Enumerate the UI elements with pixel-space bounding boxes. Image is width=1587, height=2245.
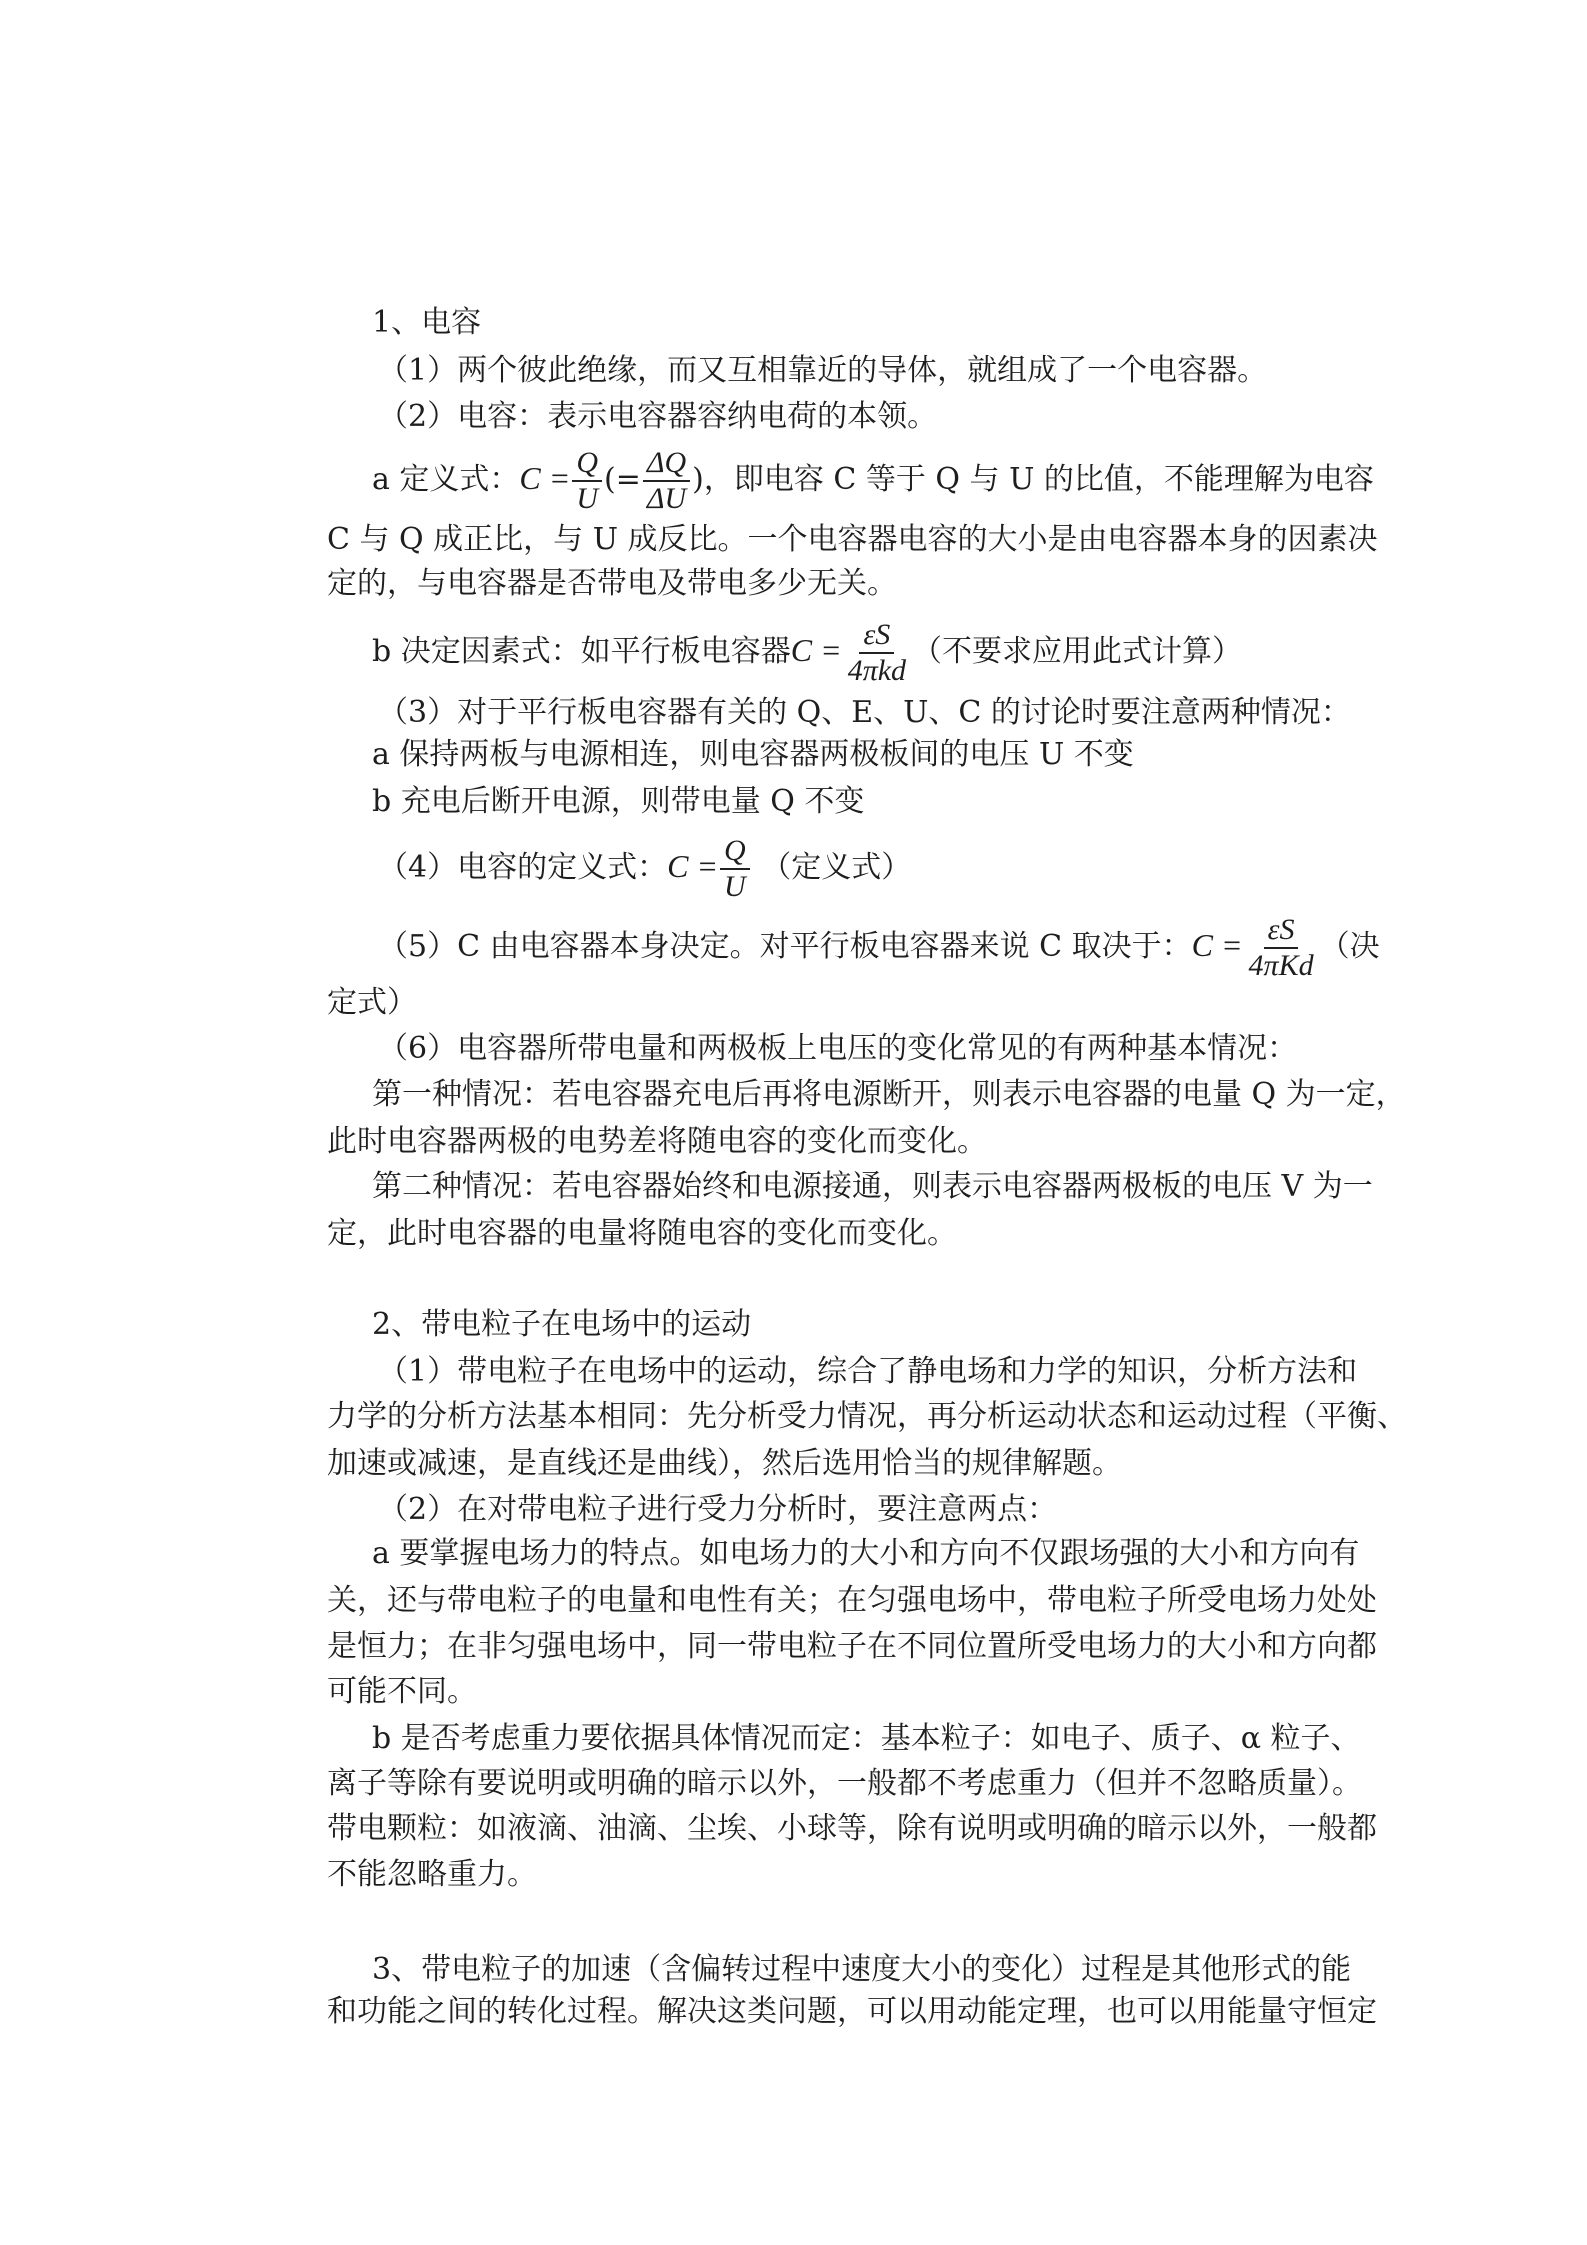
numerator: εS: [859, 618, 894, 654]
denominator: U: [576, 482, 599, 515]
numerator: Q: [572, 446, 602, 482]
s1-paragraph-1: （1）两个彼此绝缘，而又互相靠近的导体，就组成了一个电容器。: [378, 353, 1268, 388]
determining-formula-line: [372, 618, 1323, 688]
fraction-q-over-u: [720, 834, 750, 904]
label: （4）电容的定义式：: [378, 850, 668, 885]
formula-lhs: C =: [790, 632, 842, 668]
label: a 定义式：: [372, 462, 520, 497]
definition-formula-line: [372, 446, 1374, 516]
numerator: ΔQ: [643, 446, 690, 482]
fraction-q-over-u: [572, 446, 602, 516]
s2-b-line-4: 不能忽略重力。: [327, 1857, 537, 1892]
denominator: U: [724, 870, 746, 903]
label: b 决定因素式：如平行板电容器: [372, 634, 791, 669]
note: （定义式）: [761, 850, 912, 885]
s2-p1-line-3: 加速或减速，是直线还是曲线），然后选用恰当的规律解题。: [327, 1446, 1122, 1481]
case-1-line-1: 第一种情况：若电容器充电后再将电源断开，则表示电容器的电量 Q 为一定，: [372, 1077, 1406, 1112]
s1-p5-line-2: 定式）: [327, 985, 417, 1020]
note: （决: [1319, 929, 1380, 964]
s1-paragraph-5: [378, 913, 1380, 983]
denominator: 4πkd: [847, 654, 907, 687]
formula-lhs: C =: [519, 460, 571, 496]
s1-paragraph-2: （2）电容：表示电容器容纳电荷的本领。: [378, 399, 938, 434]
s3-line-2: 和功能之间的转化过程。解决这类问题，可以用动能定理，也可以用能量守恒定: [327, 1994, 1377, 2029]
s3-line-1: 3、带电粒子的加速（含偏转过程中速度大小的变化）过程是其他形式的能: [372, 1952, 1352, 1987]
denominator: ΔU: [646, 482, 687, 515]
case-2-line-2: 定，此时电容器的电量将随电容的变化而变化。: [327, 1216, 957, 1251]
s2-a-line-1: a 要掌握电场力的特点。如电场力的大小和方向不仅跟场强的大小和方向有: [372, 1536, 1360, 1571]
case-1-line-2: 此时电容器两极的电势差将随电容的变化而变化。: [327, 1124, 987, 1159]
label: （5）C 由电容器本身决定。对平行板电容器来说 C 取决于：: [378, 929, 1192, 964]
s2-p1-line-1: （1）带电粒子在电场中的运动，综合了静电场和力学的知识，分析方法和: [378, 1354, 1358, 1389]
s2-p1-line-2: 力学的分析方法基本相同：先分析受力情况，再分析运动状态和运动过程（平衡、: [327, 1399, 1407, 1434]
formula-lhs: C =: [1191, 927, 1243, 963]
numerator: Q: [720, 834, 750, 870]
s2-a-line-3: 是恒力；在非匀强电场中，同一带电粒子在不同位置所受电场力的大小和方向都: [327, 1629, 1377, 1664]
s1-paragraph-6: （6）电容器所带电量和两极板上电压的变化常见的有两种基本情况：: [378, 1031, 1298, 1066]
s1-p3-case-b: b 充电后断开电源，则带电量 Q 不变: [372, 784, 865, 819]
s2-b-line-1: b 是否考虑重力要依据具体情况而定：基本粒子：如电子、质子、α 粒子、: [372, 1721, 1361, 1756]
case-2-line-1: 第二种情况：若电容器始终和电源接通，则表示电容器两极板的电压 V 为一: [372, 1169, 1373, 1204]
s2-paragraph-2: （2）在对带电粒子进行受力分析时，要注意两点：: [378, 1492, 1058, 1527]
note: （不要求应用此式计算）: [912, 634, 1243, 669]
formula-lhs: C =: [667, 848, 719, 884]
s1-paragraph-4: [378, 834, 1323, 904]
section-1-title: 1、电容: [372, 305, 482, 340]
s1-paragraph-3: （3）对于平行板电容器有关的 Q、E、U、C 的讨论时要注意两种情况：: [378, 695, 1351, 730]
s2-b-line-3: 带电颗粒：如液滴、油滴、尘埃、小球等，除有说明或明确的暗示以外，一般都: [327, 1811, 1377, 1846]
section-2-title: 2、带电粒子在电场中的运动: [372, 1307, 752, 1342]
definition-text: )，即电容 C 等于 Q 与 U 的比值，不能理解为电容: [692, 462, 1374, 497]
fraction-es-over-4pikd: [844, 618, 910, 688]
fraction-dq-over-du: [643, 446, 690, 516]
s1-a-line-2: C 与 Q 成正比，与 U 成反比。一个电容器电容的大小是由电容器本身的因素决: [327, 522, 1378, 557]
s2-a-line-2: 关，还与带电粒子的电量和电性有关；在匀强电场中，带电粒子所受电场力处处: [327, 1583, 1377, 1618]
s1-p3-case-a: a 保持两板与电源相连，则电容器两极板间的电压 U 不变: [372, 737, 1134, 772]
paren: (=: [604, 462, 641, 497]
numerator: εS: [1264, 913, 1299, 949]
s2-a-line-4: 可能不同。: [327, 1674, 477, 1709]
s1-a-line-3: 定的，与电容器是否带电及带电多少无关。: [327, 566, 897, 601]
s2-b-line-2: 离子等除有要说明或明确的暗示以外，一般都不考虑重力（但并不忽略质量）。: [327, 1766, 1362, 1801]
fraction-es-over-4pikd: [1245, 913, 1318, 983]
denominator: 4πKd: [1248, 949, 1314, 982]
